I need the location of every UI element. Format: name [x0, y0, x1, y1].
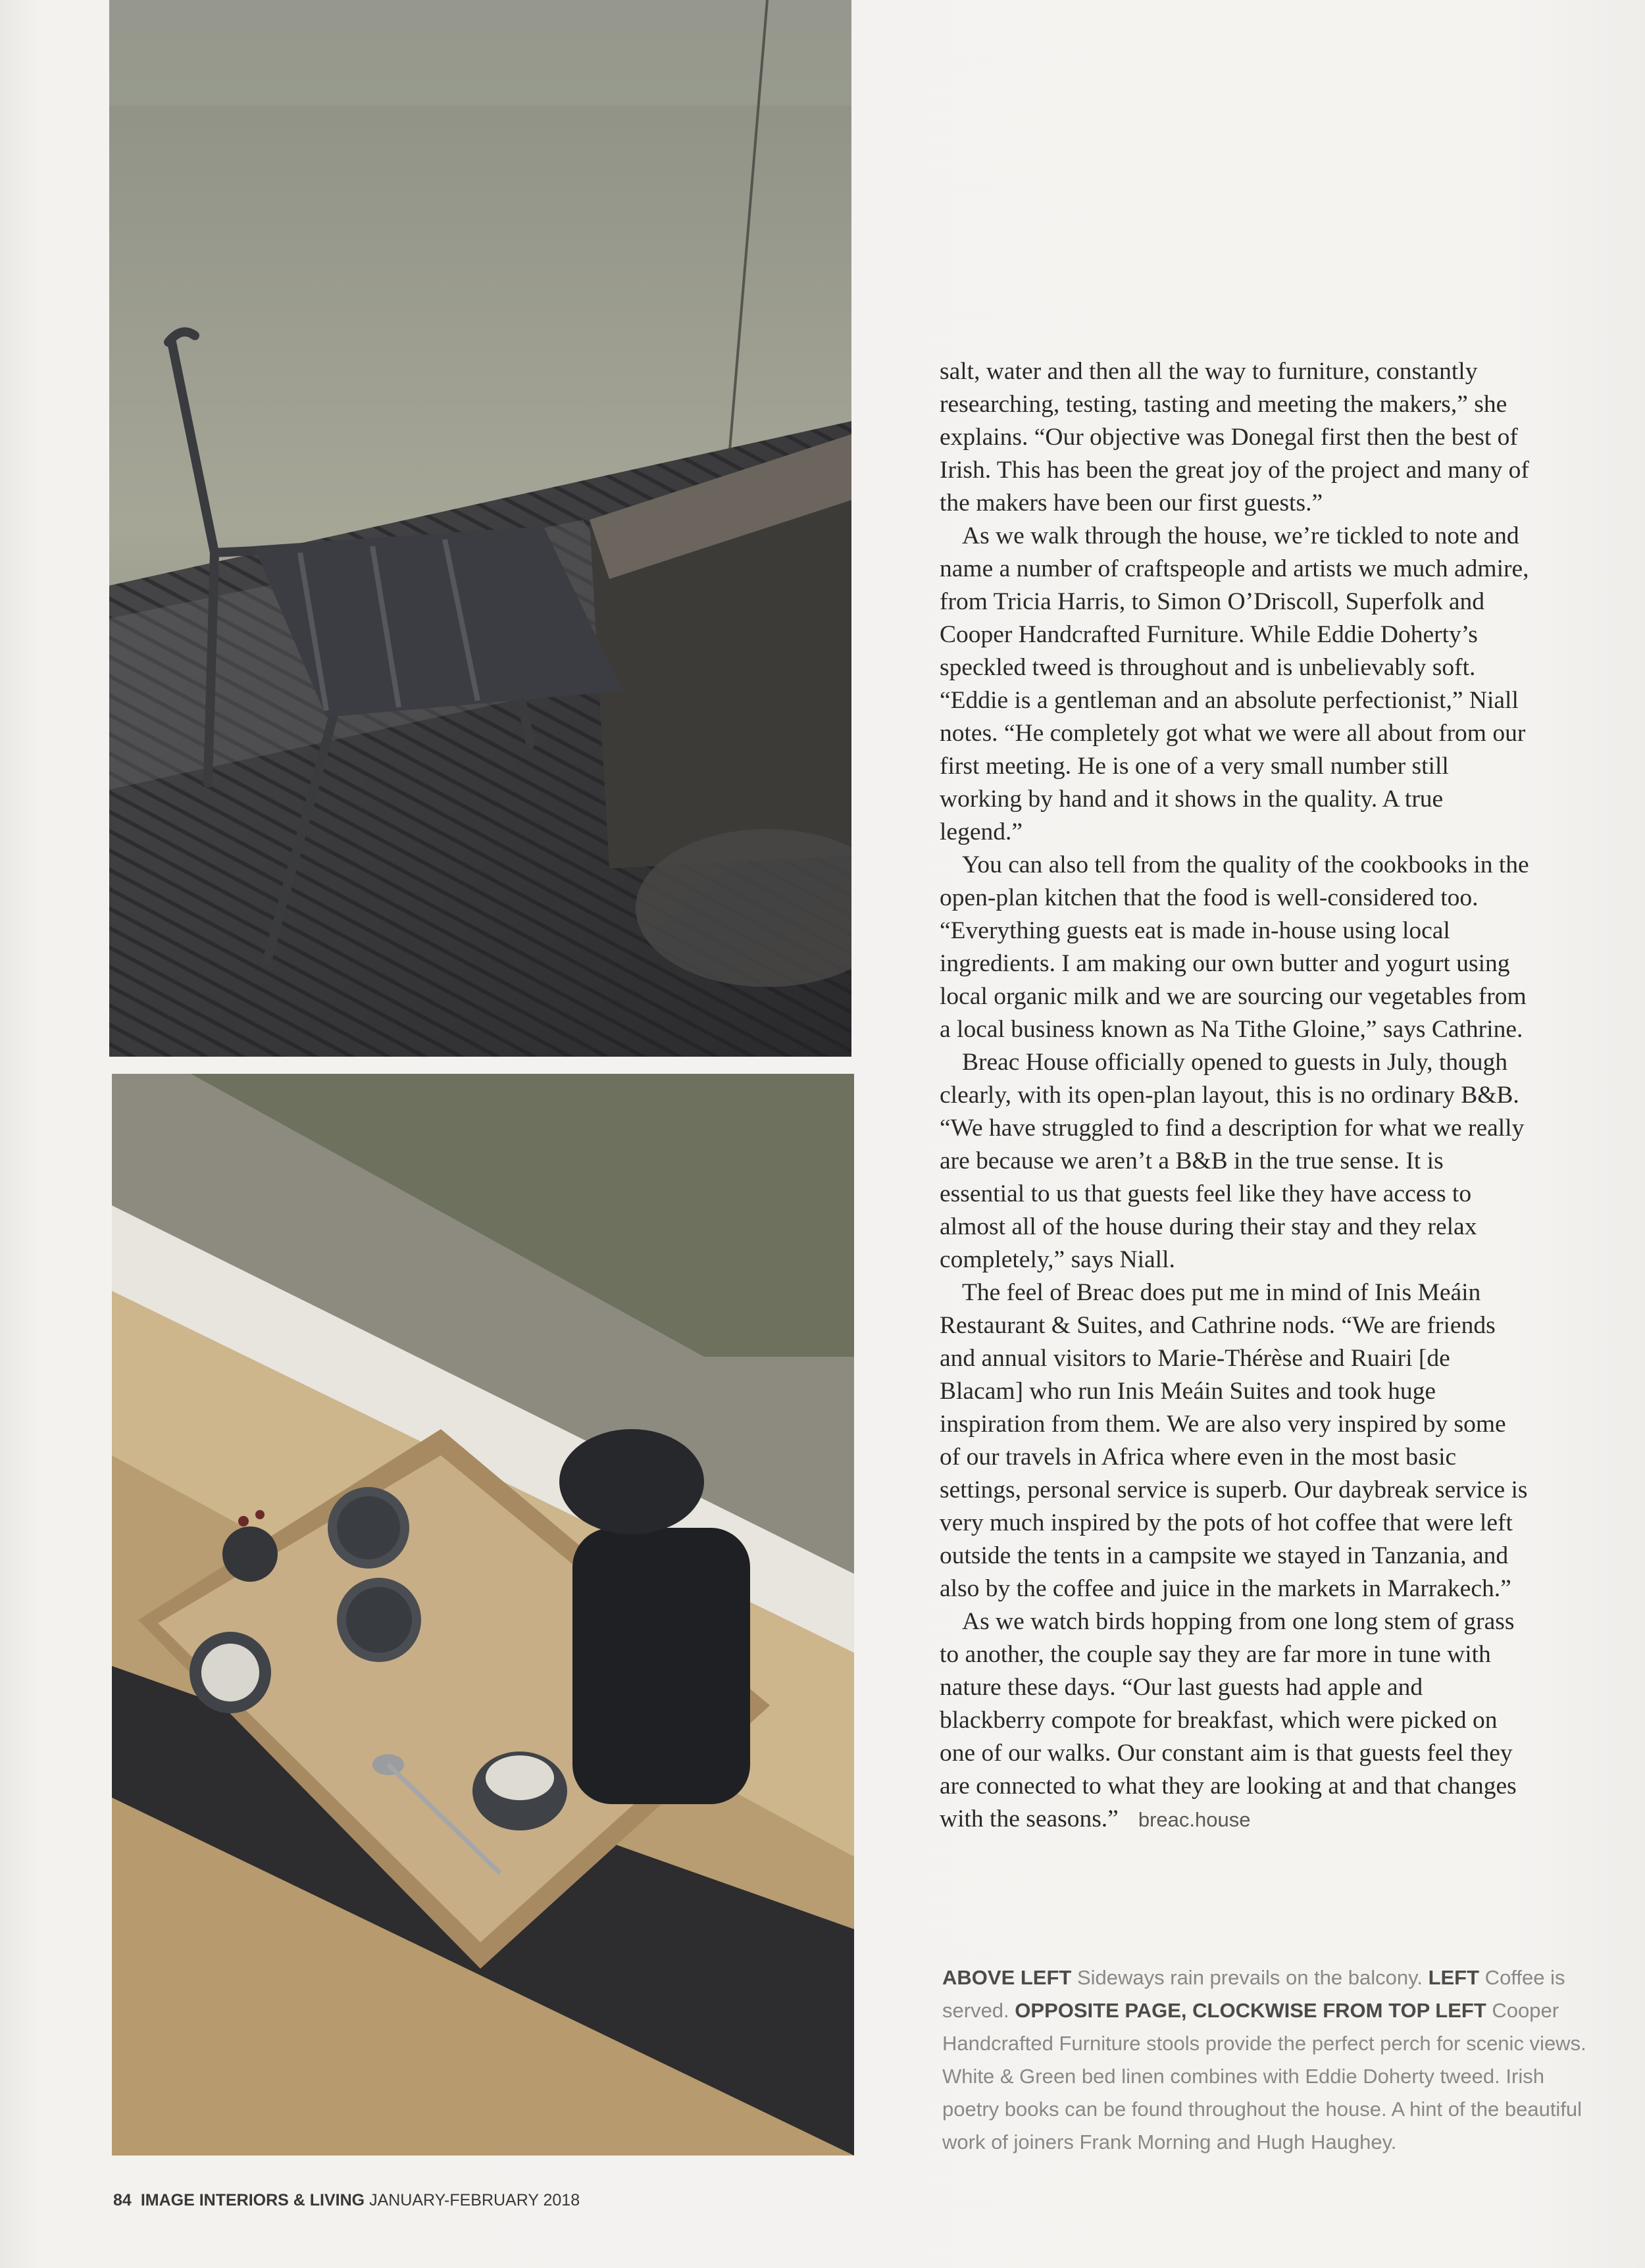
photo-caption: [942, 1961, 1587, 2159]
article-paragraph-2: As we walk through the house, we’re tickled to note and name a number of craftspeople and artists we much admire, from Tricia Harris, to Simon O’Driscoll, Superfolk and Cooper Handcrafted Furniture. While Eddie Doherty’s speckled tweed is throughout and is unbelievably soft. “Eddie is a gentleman and an absolute perfectionist,” Niall notes. “He completely got what we were all about from our first meeting. He is one of a very small number still working by hand and it shows in the quality. A true legend.”: [940, 522, 1529, 845]
article-paragraph-5: The feel of Breac does put me in mind of Inis Meáin Restaurant & Suites, and Cathrine nods. “We are friends and annual visitors to Marie-Thérèse and Ruairi [de Blacam] who run Inis Meáin Suites and took huge inspiration from them. We are also very inspired by some of our travels in Africa where even in the most basic settings, personal service is superb. Our daybreak service is very much inspired by the pots of hot coffee that were left outside the tents in a campsite we stayed in Tanzania, and also by the coffee and juice in the markets in Marrakech.”: [940, 1279, 1528, 1602]
caption-text-2: Coffee is served.: [942, 1966, 1565, 2022]
article-paragraph-1: salt, water and then all the way to furniture, constantly researching, testing, tasting and meeting the makers,” she explains. “Our objective was Donegal first then the best of Irish. This has been the great joy of the project and many of the makers have been our first guests.”: [940, 358, 1529, 517]
article-paragraph-4: Breac House officially opened to guests in July, though clearly, with its open-plan layout, this is no ordinary B&B. “We have struggled to find a description for what we really are because we aren’t a B&B in the true sense. It is essential to us that guests feel like they have access to almost all of the house during their stay and they relax completely,” says Niall.: [940, 1049, 1525, 1273]
article-paragraph-6-text: As we watch birds hopping from one long stem of grass to another, the couple say they are far more in tune with nature these days. “Our last guests had apple and blackberry compote for breakfast, which were picked on one of our walks. Our constant aim is that guests feel they are connected to what they are looking at and that changes with the seasons.”: [940, 1608, 1517, 1832]
article-paragraph-6: [940, 1605, 1532, 1836]
website-signoff: breac.house: [1138, 1808, 1251, 1831]
coffee-tray-photo: [112, 1074, 854, 2155]
page-number: 84: [113, 2191, 132, 2209]
caption-text-1: Sideways rain prevails on the balcony.: [1071, 1966, 1429, 1989]
magazine-name: IMAGE INTERIORS & LIVING: [140, 2191, 365, 2209]
caption-key-above-left: ABOVE LEFT: [942, 1966, 1072, 1989]
balcony-chair-photo: [109, 0, 851, 1057]
caption-key-opposite-page: OPPOSITE PAGE, CLOCKWISE FROM TOP LEFT: [1015, 1999, 1486, 2022]
caption-text-3: Cooper Handcrafted Furniture stools provide the perfect perch for scenic views. White & Green bed linen combines with Eddie Doherty tweed. Irish poetry books can be found throughout the house. A hint of the beautiful work of joiners Frank Morning and Hugh Haughey.: [942, 1999, 1586, 2154]
page-footer: [113, 2191, 580, 2210]
caption-key-left: LEFT: [1428, 1966, 1480, 1989]
issue-date: JANUARY-FEBRUARY 2018: [369, 2191, 580, 2209]
article-paragraph-3: You can also tell from the quality of the cookbooks in the open-plan kitchen that the food is well-considered too. “Everything guests eat is made in-house using local ingredients. I am making our own butter and yogurt using local organic milk and we are sourcing our vegetables from a local business known as Na Tithe Gloine,” says Cathrine.: [940, 851, 1529, 1043]
article-body: [940, 355, 1532, 1836]
